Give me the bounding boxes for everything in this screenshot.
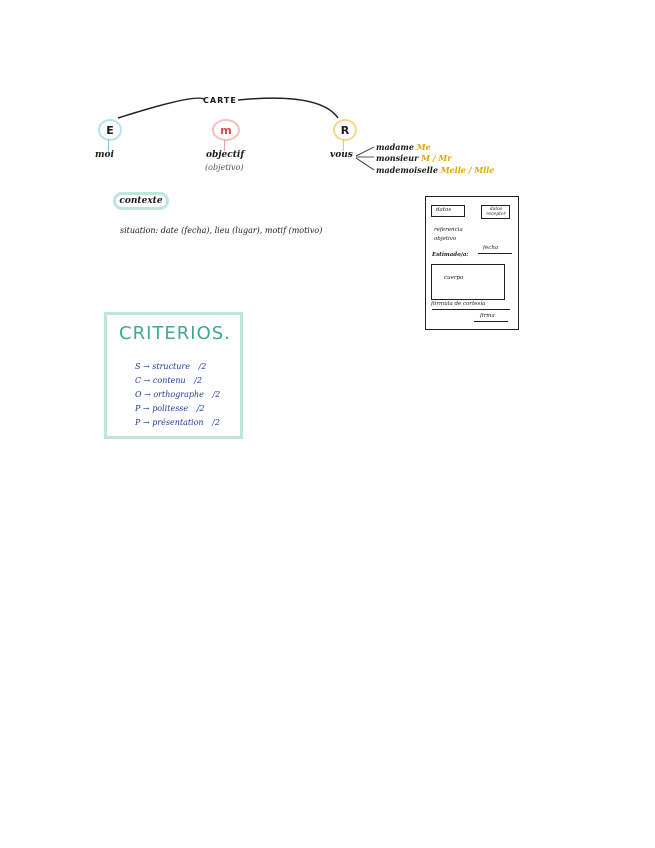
recipient-mademoiselle: mademoiselle Melle / Mlle bbox=[376, 165, 495, 175]
node-m-letter: m bbox=[220, 123, 232, 137]
letter-firma-line bbox=[474, 321, 508, 322]
node-m-circle bbox=[212, 119, 240, 141]
letter-objetivo: objetivo bbox=[434, 236, 457, 242]
recipient-madame: madame Me bbox=[376, 142, 431, 152]
letter-firma: firma bbox=[480, 313, 495, 319]
criterios-title: CRITERIOS. bbox=[119, 323, 231, 344]
node-e-letter: E bbox=[106, 123, 114, 137]
node-r-circle bbox=[333, 119, 357, 141]
letter-layout-sketch bbox=[425, 196, 519, 330]
criterio-contenu: C → contenu /2 bbox=[135, 376, 202, 385]
letter-datos: datos bbox=[436, 207, 452, 213]
letter-formula-line bbox=[432, 309, 510, 310]
letter-referencia: referencia bbox=[434, 227, 463, 233]
criterio-structure: S → structure /2 bbox=[135, 362, 207, 371]
contexte-label: contexte bbox=[113, 192, 169, 210]
contexte-situation: situation: date (fecha), lieu (lugar), motif (motivo) bbox=[120, 226, 323, 235]
carte-arc bbox=[0, 0, 655, 200]
carte-title: CARTE bbox=[203, 96, 237, 105]
node-e-circle bbox=[98, 119, 122, 141]
letter-cuerpo-box bbox=[431, 264, 505, 300]
criterios-card bbox=[104, 312, 243, 439]
node-m-label: objectif bbox=[206, 150, 245, 160]
criterio-orthographe: O → orthographe /2 bbox=[135, 390, 221, 399]
criterio-presentation: P → présentation /2 bbox=[135, 418, 220, 427]
letter-cuerpo: cuerpo bbox=[444, 275, 464, 281]
letter-estimado: Estimado/a: bbox=[432, 252, 469, 258]
node-m-sub: (objetivo) bbox=[205, 163, 244, 172]
letter-fecha: fecha bbox=[483, 245, 499, 251]
letter-formula: fórmula de cortesía bbox=[431, 301, 486, 307]
node-r-letter: R bbox=[340, 123, 350, 137]
node-e-label: moi bbox=[95, 150, 114, 160]
node-r-label: vous bbox=[330, 150, 353, 160]
recipient-monsieur: monsieur M / Mr bbox=[376, 153, 452, 163]
criterio-politesse: P → politesse /2 bbox=[135, 404, 205, 413]
letter-datos-receptor: datos receptor bbox=[486, 207, 506, 217]
letter-fecha-line bbox=[478, 253, 512, 254]
